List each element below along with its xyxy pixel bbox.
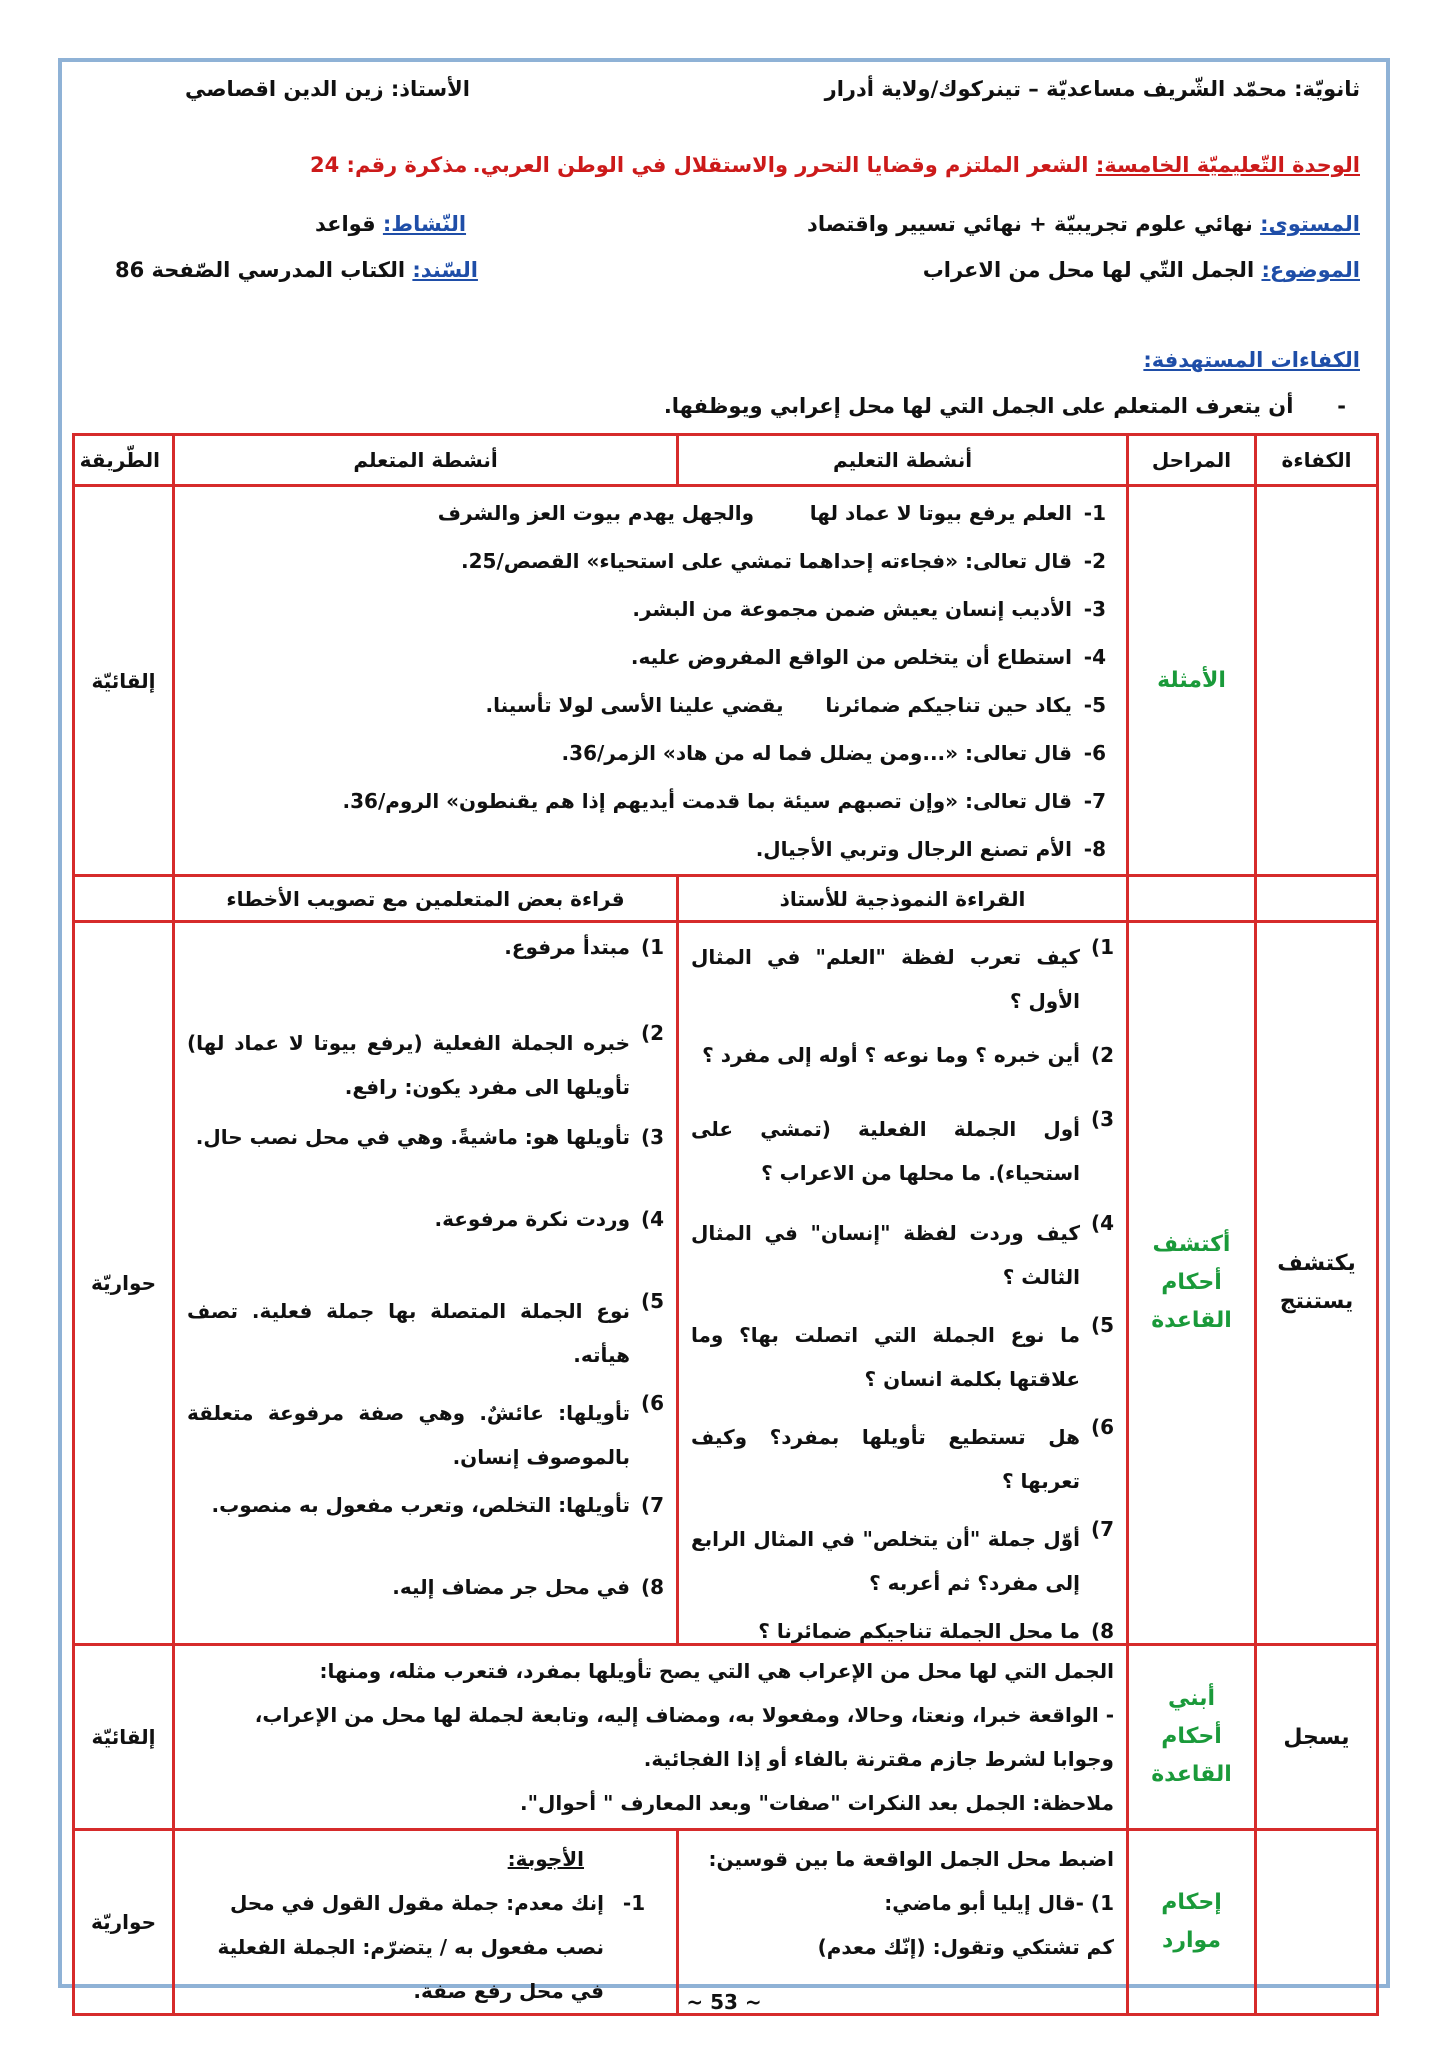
example-item: 8- الأم تصنع الرجال وتربي الأجيال. [755, 836, 1106, 861]
answer-item: 2) خبره الجملة الفعلية (يرفع بيوتا لا عماد لها) تأويلها الى مفرد يكون: رافع. [187, 1021, 664, 1099]
discover-stage: أكتشف أحكام القاعدة [1128, 922, 1256, 1645]
practice-task: اضبط محل الجمل الواقعة ما بين قوسين: [708, 1847, 1114, 1871]
topic-value: الجمل التّي لها محل من الاعراب [922, 258, 1262, 282]
reading-empty-1 [1256, 876, 1378, 922]
level-line [807, 212, 1360, 236]
practice-stage: إحكام موارد [1128, 1830, 1256, 2015]
header-method: الطّريقة [74, 435, 174, 486]
header-competency: الكفاءة [1256, 435, 1378, 486]
reading-empty-3 [74, 876, 174, 922]
examples-competency-cell [1256, 486, 1378, 876]
reading-empty-2 [1128, 876, 1256, 922]
question-item: 8) ما محل الجملة تناجيكم ضمائرنا ؟ [758, 1619, 1114, 1643]
example-item: 3- الأديب إنسان يعيش ضمن مجموعة من البشر. [632, 596, 1106, 621]
rule-cell [174, 1645, 1128, 1830]
answer-item: 7) تأويلها: التخلص، وتعرب مفعول به منصوب. [211, 1493, 664, 1517]
example-item: 4- استطاع أن يتخلص من الواقع المفروض عليه. [630, 644, 1106, 669]
learner-reading: قراءة بعض المتعلمين مع تصويب الأخطاء [174, 876, 678, 922]
example-item: 2- قال تعالى: «فجاءته إحداهما تمشي على استحياء» القصص/25. [460, 548, 1106, 573]
question-item: 4) كيف وردت لفظة "إنسان" في المثال الثالث ؟ [691, 1211, 1114, 1289]
topic-line [923, 258, 1360, 282]
rule-line-1: الجمل التي لها محل من الإعراب هي التي يصح تأويلها بمفرد، فتعرب مثله، ومنها: [319, 1659, 1114, 1683]
practice-verse: كم تشتكي وتقول: (إنّك معدم) [817, 1935, 1114, 1959]
rule-stage: أبني أحكام القاعدة [1128, 1645, 1256, 1830]
question-item: 6) هل تستطيع تأويلها بمفرد؟ وكيف تعربها ؟ [691, 1415, 1114, 1493]
discover-method: حواريّة [74, 922, 174, 1645]
examples-list [175, 489, 1106, 873]
questions-cell [678, 922, 1128, 1645]
competencies-title: الكفاءات المستهدفة: [1143, 348, 1360, 372]
header-stages: المراحل [1128, 435, 1256, 486]
school-name: ثانويّة: محمّد الشّريف مساعديّة – تينركوك/ولاية أدرار [824, 77, 1360, 101]
example-item: 6- قال تعالى: «...ومن يضلل فما له من هاد» الزمر/36. [561, 740, 1106, 765]
question-item: 7) أوّل جملة "أن يتخلص" في المثال الرابع إلى مفرد؟ ثم أعربه ؟ [691, 1517, 1114, 1595]
header-learner: أنشطة المتعلم [174, 435, 678, 486]
question-item: 3) أول الجملة الفعلية (تمشي على استحياء). ما محلها من الاعراب ؟ [691, 1107, 1114, 1185]
practice-answer: 1- إنك معدم: جملة مقول القول في محل نصب مفعول به / يتضرّم: الجملة الفعلية في محل رفع صفة. [217, 1891, 646, 2003]
question-item: 1) كيف تعرب لفظة "العلم" في المثال الأول ؟ [691, 935, 1114, 1013]
question-item: 5) ما نوع الجملة التي اتصلت بها؟ وما علاقتها بكلمة انسان ؟ [691, 1313, 1114, 1391]
competency-item: - أن يتعرف المتعلم على الجمل التي لها محل إعرابي ويوظفها. [663, 394, 1346, 418]
practice-competency-cell [1256, 1830, 1378, 2015]
practice-method: حواريّة [74, 1830, 174, 2015]
memo-number: مذكرة رقم: 24 [310, 153, 468, 177]
examples-stage: الأمثلة [1128, 486, 1256, 876]
unit-label: الوحدة التّعليميّة الخامسة: [1095, 153, 1360, 177]
activity-line [315, 212, 466, 236]
answer-item: 3) تأويلها هو: ماشيةً. وهي في محل نصب حال. [195, 1125, 664, 1149]
activity-label: النّشاط: [382, 212, 467, 236]
answers-list [187, 935, 664, 1599]
unit-value: الشعر الملتزم وقضايا التحرر والاستقلال في الوطن العربي. [472, 153, 1096, 177]
rule-line-2: - الواقعة خبرا، ونعتا، وحالا، ومفعولا به، ومضاف إليه، وتابعة لجملة لها محل من الإعراب، وجوابا لشرط جازم مقترنة بالفاء أو إذا الفجائية. [254, 1703, 1114, 1771]
source-label: السّند: [412, 258, 478, 282]
examples-cell [174, 486, 1128, 876]
discover-competency: يكتشف يستنتج [1256, 922, 1378, 1645]
questions-list [691, 935, 1114, 1643]
answer-item: 6) تأويلها: عائشٌ. وهي صفة مرفوعة متعلقة بالموصوف إنسان. [187, 1391, 664, 1469]
page-number: ~ 53 ~ [686, 1990, 762, 2014]
answers-cell [174, 922, 678, 1645]
answer-item: 4) وردت نكرة مرفوعة. [434, 1207, 664, 1231]
example-item: 1- العلم يرفع بيوتا لا عماد لها والجهل يهدم بيوت العز والشرف [437, 500, 1106, 525]
rule-method: إلقائيّة [74, 1645, 174, 1830]
practice-task-cell [678, 1830, 1128, 2015]
practice-question: 1) -قال إيليا أبو ماضي: [884, 1891, 1114, 1915]
example-item: 7- قال تعالى: «وإن تصبهم سيئة بما قدمت أيديهم إذا هم يقنطون» الروم/36. [342, 788, 1106, 813]
unit-line [473, 153, 1360, 177]
level-value: نهائي علوم تجريبيّة + نهائي تسيير واقتصاد [807, 212, 1261, 236]
source-line [115, 258, 478, 282]
header-teaching: أنشطة التعليم [678, 435, 1128, 486]
source-value: الكتاب المدرسي الصّفحة 86 [115, 258, 413, 282]
rule-competency: يسجل [1256, 1645, 1378, 1830]
answers-title: الأجوبة: [507, 1847, 584, 1871]
teacher-name: الأستاذ: زين الدين اقصاصي [185, 77, 470, 101]
teacher-reading: القراءة النموذجية للأستاذ [678, 876, 1128, 922]
answer-item: 8) في محل جر مضاف إليه. [392, 1575, 664, 1599]
level-label: المستوى: [1260, 212, 1360, 236]
activity-value: قواعد [315, 212, 383, 236]
rule-note: ملاحظة: الجمل بعد النكرات "صفات" وبعد المعارف " أحوال". [520, 1791, 1114, 1815]
answer-item: 1) مبتدأ مرفوع. [504, 935, 664, 959]
practice-answer-cell [174, 1830, 678, 2015]
question-item: 2) أين خبره ؟ وما نوعه ؟ أوله إلى مفرد ؟ [702, 1043, 1114, 1067]
answer-item: 5) نوع الجملة المتصلة بها جملة فعلية. تصف هيأته. [187, 1289, 664, 1367]
example-item: 5- يكاد حين تناجيكم ضمائرنا يقضي علينا الأسى لولا تأسينا. [485, 692, 1106, 717]
topic-label: الموضوع: [1261, 258, 1360, 282]
lesson-table [72, 433, 1379, 2016]
examples-method: إلقائيّة [74, 486, 174, 876]
